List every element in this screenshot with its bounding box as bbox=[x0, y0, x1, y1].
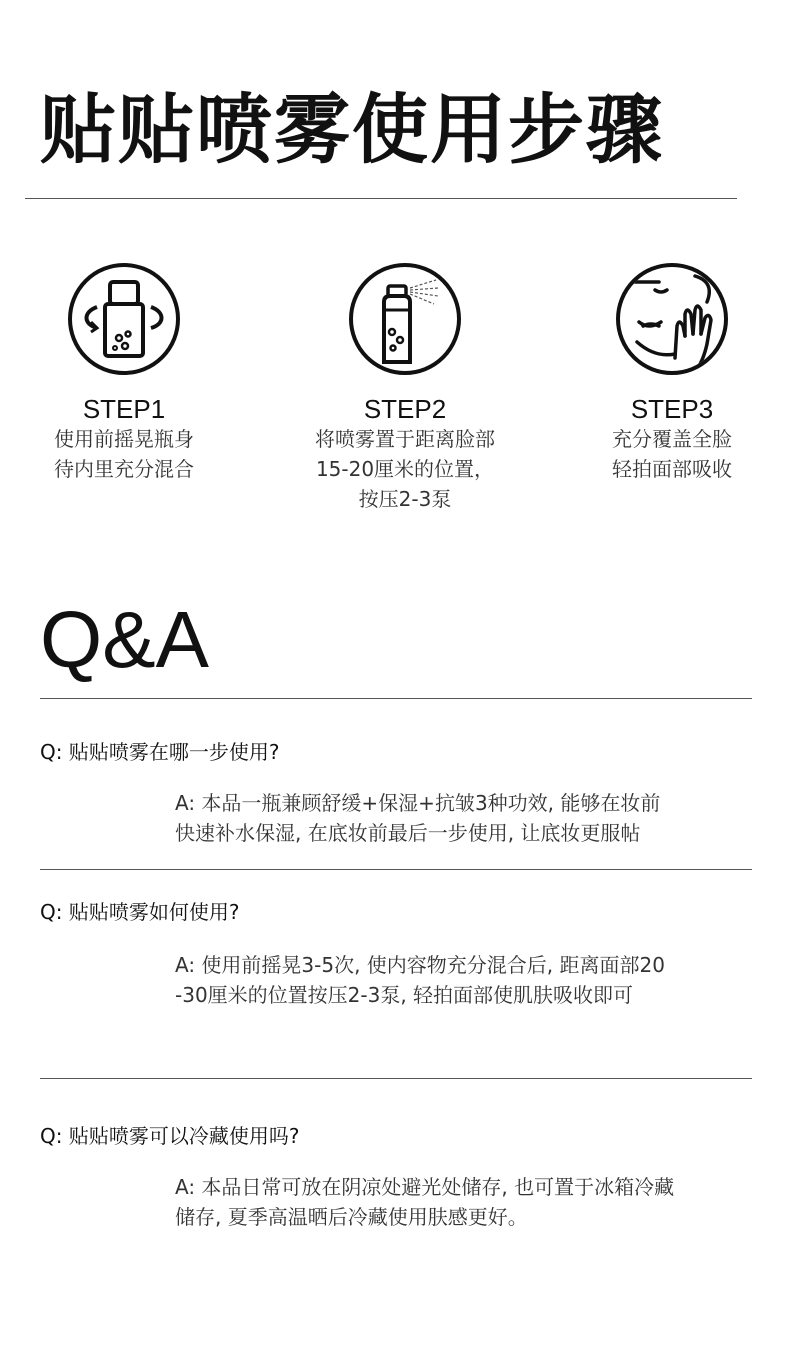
face-pat-icon bbox=[615, 262, 729, 376]
step-3 bbox=[542, 262, 790, 484]
qa-divider-2 bbox=[40, 1078, 752, 1079]
step-2 bbox=[275, 262, 535, 514]
question-1: Q: 贴贴喷雾在哪一步使用? bbox=[40, 740, 280, 764]
step-3-label: STEP3 bbox=[630, 394, 714, 424]
step-1-label: STEP1 bbox=[82, 394, 166, 424]
step-2-label: STEP2 bbox=[363, 394, 447, 424]
qa-divider bbox=[40, 698, 752, 699]
qa-divider-1 bbox=[40, 869, 752, 870]
question-2: Q: 贴贴喷雾如何使用? bbox=[40, 900, 240, 924]
answer-1: A: 本品一瓶兼顾舒缓+保湿+抗皱3种功效, 能够在妆前 快速补水保湿, 在底妆前最后一步使用, 让底妆更服帖 bbox=[175, 791, 661, 845]
shake-bottle-icon bbox=[67, 262, 181, 376]
answer-3: A: 本品日常可放在阴凉处避光处储存, 也可置于冰箱冷藏 储存, 夏季高温晒后冷藏使用肤感更好。 bbox=[175, 1175, 675, 1229]
qa-title: Q&A bbox=[40, 595, 209, 684]
step-3-desc: 充分覆盖全脸 轻拍面部吸收 bbox=[612, 427, 732, 481]
title-divider bbox=[25, 198, 737, 199]
step-1-desc: 使用前摇晃瓶身 待内里充分混合 bbox=[54, 427, 194, 481]
page-title: 贴贴喷雾使用步骤 bbox=[40, 85, 664, 174]
answer-2: A: 使用前摇晃3-5次, 使内容物充分混合后, 距离面部20 -30厘米的位置按压2-3泵, 轻拍面部使肌肤吸收即可 bbox=[175, 953, 665, 1007]
spray-bottle-icon bbox=[348, 262, 462, 376]
step-1 bbox=[0, 262, 254, 484]
step-2-desc: 将喷雾置于距离脸部 15-20厘米的位置， 按压2-3泵 bbox=[315, 427, 495, 511]
question-3: Q: 贴贴喷雾可以冷藏使用吗? bbox=[40, 1124, 300, 1148]
